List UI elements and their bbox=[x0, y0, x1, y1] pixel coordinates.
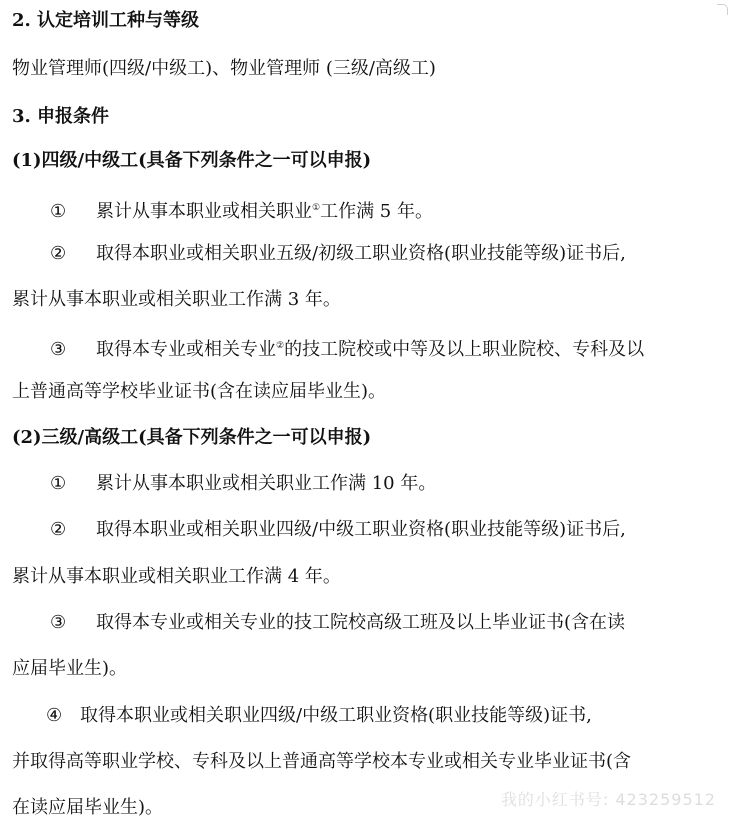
level4-condition-3-number: ③ bbox=[50, 339, 67, 360]
footnote-ref-1: ① bbox=[312, 203, 321, 213]
level3-condition-4-number: ④ bbox=[46, 705, 63, 726]
level4-condition-1-rest: 工作满 5 年。 bbox=[320, 201, 433, 222]
level3-condition-3-line2: 应届毕业生)。 bbox=[12, 658, 128, 679]
level4-condition-2-line1 bbox=[50, 243, 734, 265]
level3-condition-4-line3: 在读应届毕业生)。 bbox=[12, 797, 164, 818]
section-3-heading: 3. 申报条件 bbox=[12, 106, 110, 127]
level3-condition-3-number: ③ bbox=[50, 612, 67, 633]
level4-condition-3-line2: 上普通高等学校毕业证书(含在读应届毕业生)。 bbox=[12, 381, 387, 402]
level3-condition-4-text: 取得本职业或相关职业四级/中级工职业资格(职业技能等级)证书, bbox=[80, 705, 592, 726]
level4-heading: (1)四级/中级工(具备下列条件之一可以申报) bbox=[12, 150, 372, 171]
watermark: 我的小红书号: 423259512 bbox=[500, 790, 716, 809]
footnote-ref-2: ② bbox=[276, 341, 285, 351]
level3-condition-2-text: 取得本职业或相关职业四级/中级工职业资格(职业技能等级)证书后, bbox=[96, 519, 626, 540]
level4-condition-3-text-b: 的技工院校或中等及以上职业院校、专科及以 bbox=[284, 339, 645, 360]
level3-condition-2-line1 bbox=[50, 519, 734, 541]
section-2-text: 物业管理师(四级/中级工)、物业管理师 (三级/高级工) bbox=[12, 58, 436, 79]
level4-condition-1-number: ① bbox=[50, 201, 67, 222]
level3-condition-4-line2: 并取得高等职业学校、专科及以上普通高等学校本专业或相关专业毕业证书(含 bbox=[12, 751, 632, 772]
level4-condition-3-text-a: 取得本专业或相关专业 bbox=[96, 339, 276, 360]
level3-condition-1-number: ① bbox=[50, 473, 67, 494]
level4-condition-2-number: ② bbox=[50, 243, 67, 264]
level4-condition-2-line2: 累计从事本职业或相关职业工作满 3 年。 bbox=[12, 289, 341, 310]
level3-condition-4-line1 bbox=[46, 705, 734, 727]
level4-condition-1-text: 累计从事本职业或相关职业 bbox=[96, 201, 312, 222]
level4-condition-2-text: 取得本职业或相关职业五级/初级工职业资格(职业技能等级)证书后, bbox=[96, 243, 626, 264]
level3-condition-1-text: 累计从事本职业或相关职业工作满 10 年。 bbox=[96, 473, 437, 494]
level3-condition-2-line2: 累计从事本职业或相关职业工作满 4 年。 bbox=[12, 566, 341, 587]
level3-heading: (2)三级/高级工(具备下列条件之一可以申报) bbox=[12, 427, 372, 448]
level4-condition-1 bbox=[50, 197, 734, 223]
level3-condition-3-text: 取得本专业或相关专业的技工院校高级工班及以上毕业证书(含在读 bbox=[96, 612, 626, 633]
level3-condition-3-line1 bbox=[50, 612, 734, 634]
level4-condition-3-line1 bbox=[50, 335, 734, 361]
level3-condition-1 bbox=[50, 473, 734, 495]
section-2-heading: 2. 认定培训工种与等级 bbox=[12, 10, 200, 31]
level3-condition-2-number: ② bbox=[50, 519, 67, 540]
